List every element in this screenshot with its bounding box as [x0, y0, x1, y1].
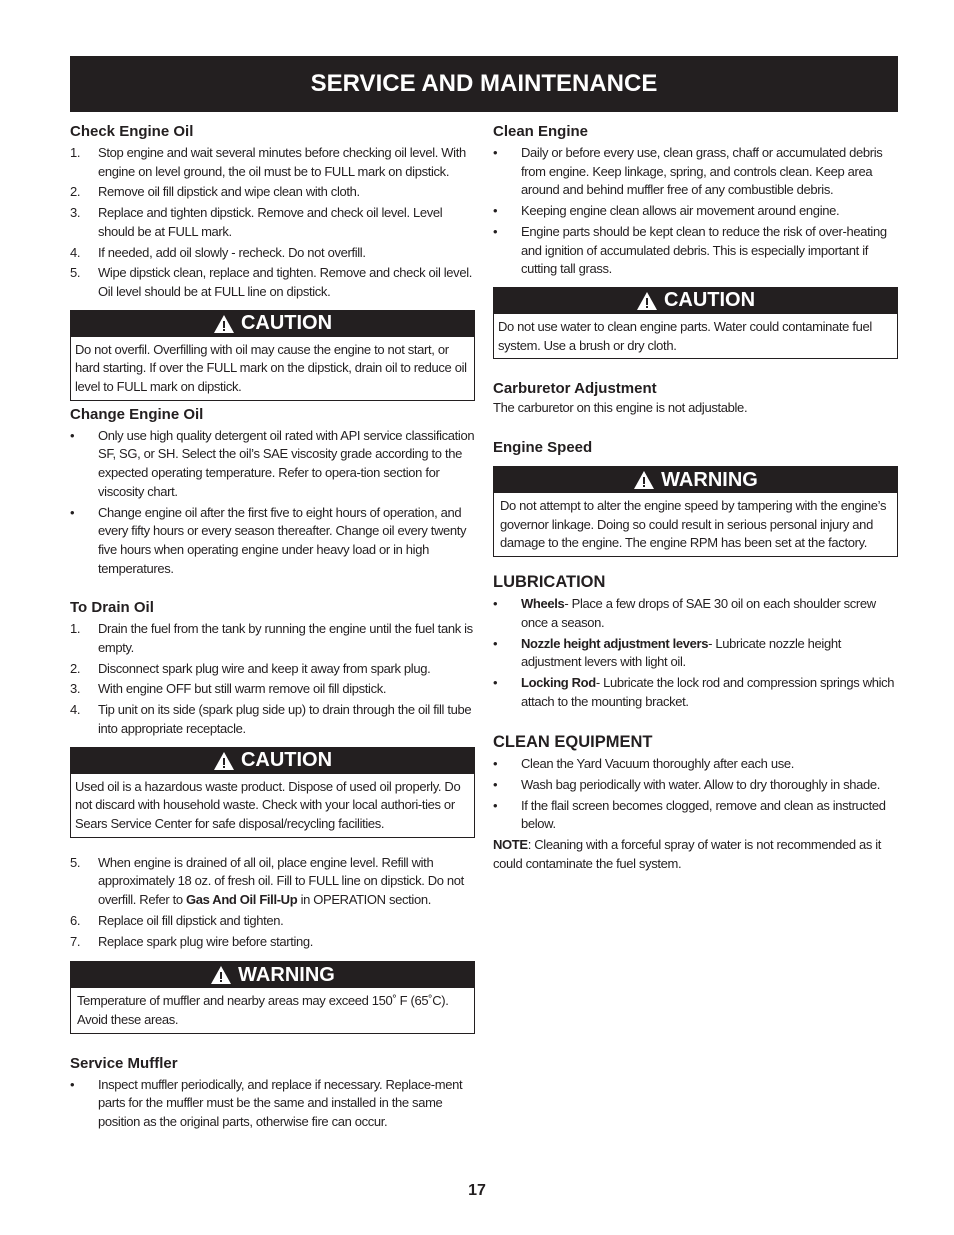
- warning-text: Temperature of muffler and nearby areas may exceed 150˚ F (65˚C). Avoid these areas.: [77, 993, 449, 1027]
- list-item: • Nozzle height adjustment levers- Lubricate nozzle height adjustment levers with light oil.: [493, 635, 841, 670]
- gas-oil-fill-up-reference: Gas And Oil Fill-Up: [186, 892, 298, 908]
- list-item: 5. When engine is drained of all oil, place engine level. Refill with approximately 18 oz. of fresh oil. Fill to FULL line on dipstick. Do not overfill. Refer to Gas And Oil Fill-Up in OPERATION section.: [70, 854, 464, 908]
- warning-triangle-icon: [213, 751, 235, 771]
- check-engine-oil-heading: Check Engine Oil: [70, 123, 194, 140]
- warning-box-engine-speed: [493, 466, 898, 557]
- engine-speed-section: [493, 438, 898, 458]
- check-engine-oil-section: [70, 122, 475, 302]
- caution-header: [494, 288, 897, 314]
- clean-equipment-list: [493, 755, 898, 834]
- caution-label: CAUTION: [240, 312, 333, 335]
- caution-box-overfill: [70, 310, 475, 401]
- warning-header: [494, 467, 897, 493]
- page-number: 17: [468, 1182, 486, 1199]
- caution-label: CAUTION: [240, 749, 333, 772]
- warning-header: [71, 962, 474, 988]
- list-item: 4. Tip unit on its side (spark plug side up) to drain through the oil fill tube into appropriate receptacle.: [70, 702, 472, 736]
- lubrication-list: [493, 595, 898, 711]
- caution-text: Do not use water to clean engine parts. Water could contaminate fuel system. Use a brush or dry cloth.: [498, 318, 872, 353]
- check-engine-oil-list: [70, 144, 475, 302]
- list-item: 3. Replace and tighten dipstick. Remove and check oil level. Level should be at FULL mark.: [70, 205, 443, 239]
- carburetor-text: The carburetor on this engine is not adjustable.: [493, 400, 748, 416]
- list-item: • Engine parts should be kept clean to reduce the risk of over-heating and ignition of accumulated debris. This is especially important if cutting tall grass.: [493, 223, 887, 277]
- list-item: • Locking Rod- Lubricate the lock rod and compression springs which attach to the mounting bracket.: [493, 674, 895, 709]
- caution-header: [71, 311, 474, 337]
- service-muffler-heading: Service Muffler: [70, 1054, 178, 1072]
- drain-oil-list: [70, 620, 475, 738]
- list-item: 3. With engine OFF but still warm remove oil fill dipstick.: [70, 681, 387, 697]
- list-item: 2. Disconnect spark plug wire and keep it away from spark plug.: [70, 660, 431, 676]
- warning-label: WARNING: [661, 468, 758, 491]
- clean-equipment-section: [493, 731, 898, 873]
- warning-box-muffler-temp: [70, 961, 475, 1033]
- left-column: [70, 122, 475, 1132]
- warning-text: Do not attempt to alter the engine speed by tampering with the engine’s governor linkage. Doing so could result in serious personal injury and damage to the engine. The engine RPM has been set at the factory.: [500, 498, 887, 551]
- warning-triangle-icon: [213, 314, 235, 334]
- clean-equipment-note: [493, 836, 898, 873]
- change-engine-oil-heading: Change Engine Oil: [70, 405, 204, 423]
- drain-oil-heading: To Drain Oil: [70, 599, 154, 617]
- lubrication-heading: LUBRICATION: [493, 573, 606, 592]
- drain-oil-section: [70, 598, 475, 738]
- lubrication-section: [493, 571, 898, 711]
- warning-triangle-icon: [636, 291, 658, 311]
- change-engine-oil-list: [70, 427, 475, 579]
- warning-triangle-icon: [633, 470, 655, 490]
- caution-header: [71, 748, 474, 774]
- list-item: 7. Replace spark plug wire before starting.: [70, 933, 314, 949]
- list-item: 5. Wipe dipstick clean, replace and tighten. Remove and check oil level. Oil level should be at FULL line on dipstick.: [70, 265, 473, 299]
- right-column: [493, 122, 898, 874]
- change-engine-oil-section: [70, 405, 475, 579]
- caution-box-used-oil: [70, 747, 475, 838]
- carburetor-heading: Carburetor Adjustment: [493, 380, 657, 398]
- warning-triangle-icon: [210, 965, 232, 985]
- list-item: 4. If needed, add oil slowly - recheck. Do not overfill.: [70, 244, 366, 260]
- note-text: : Cleaning with a forceful spray of water is not recommended as it could contaminate the fuel system.: [493, 837, 882, 871]
- caution-text: Used oil is a hazardous waste product. Dispose of used oil properly. Do not discard with household waste. Check with your local authori-ties or Sears Service Center for safe disposal/recycling facilities.: [75, 778, 461, 831]
- caution-text: Do not overfil. Overfilling with oil may cause the engine to not start, or hard starting. If over the FULL mark on the dipstick, drain oil to reduce oil level to FULL mark on dipstick.: [75, 341, 467, 395]
- warning-label: WARNING: [238, 963, 335, 986]
- list-item: • Wheels- Place a few drops of SAE 30 oil on each shoulder screw once a season.: [493, 596, 876, 630]
- list-item: 2. Remove oil fill dipstick and wipe clean with cloth.: [70, 184, 360, 200]
- list-item: 6. Replace oil fill dipstick and tighten.: [70, 912, 284, 928]
- list-item: • Change engine oil after the first five to eight hours of operation, and every fifty hours or every season thereafter. Change oil every twenty five hours when operating engine under heavy load or in high temperatures.: [70, 504, 467, 576]
- clean-engine-heading: Clean Engine: [493, 123, 589, 140]
- list-item: • Keeping engine clean allows air movement around engine.: [493, 203, 840, 219]
- caution-label: CAUTION: [663, 289, 756, 312]
- list-item: • Daily or before every use, clean grass, chaff or accumulated debris from engine. Keep linkage, spring, and controls clean. Keep area around and behind muffler free of any combustible debris.: [493, 145, 883, 198]
- clean-engine-list: [493, 144, 898, 279]
- carburetor-section: [493, 379, 898, 418]
- drain-oil-list-continued: [70, 854, 475, 952]
- caution-box-water: [493, 287, 898, 359]
- service-muffler-list: [70, 1076, 475, 1132]
- clean-engine-section: [493, 122, 898, 279]
- engine-speed-heading: Engine Speed: [493, 439, 593, 457]
- list-item: • If the flail screen becomes clogged, remove and clean as instructed below.: [493, 797, 886, 832]
- list-item: • Wash bag periodically with water. Allow to dry thoroughly in shade.: [493, 777, 881, 793]
- list-item: • Only use high quality detergent oil rated with API service classification SF, SG, or SH. Select the oil’s SAE viscosity grade according to the expected operating temperature. Refer to opera-tion section for viscosity chart.: [70, 427, 475, 499]
- clean-equipment-heading: CLEAN EQUIPMENT: [493, 733, 653, 752]
- list-item: • Inspect muffler periodically, and replace if necessary. Replace-ment parts for the muffler must be the same and installed in the same position as the original parts, otherwise fire can occur.: [70, 1076, 463, 1130]
- service-muffler-section: [70, 1054, 475, 1132]
- list-item: • Clean the Yard Vacuum thoroughly after each use.: [493, 756, 794, 772]
- note-label: NOTE: [493, 837, 528, 853]
- page-title: SERVICE AND MAINTENANCE: [70, 56, 898, 112]
- list-item: 1. Stop engine and wait several minutes before checking oil level. With engine on level ground, the oil must be to FULL mark on dipstick.: [70, 145, 466, 179]
- list-item: 1. Drain the fuel from the tank by running the engine until the fuel tank is empty.: [70, 621, 473, 656]
